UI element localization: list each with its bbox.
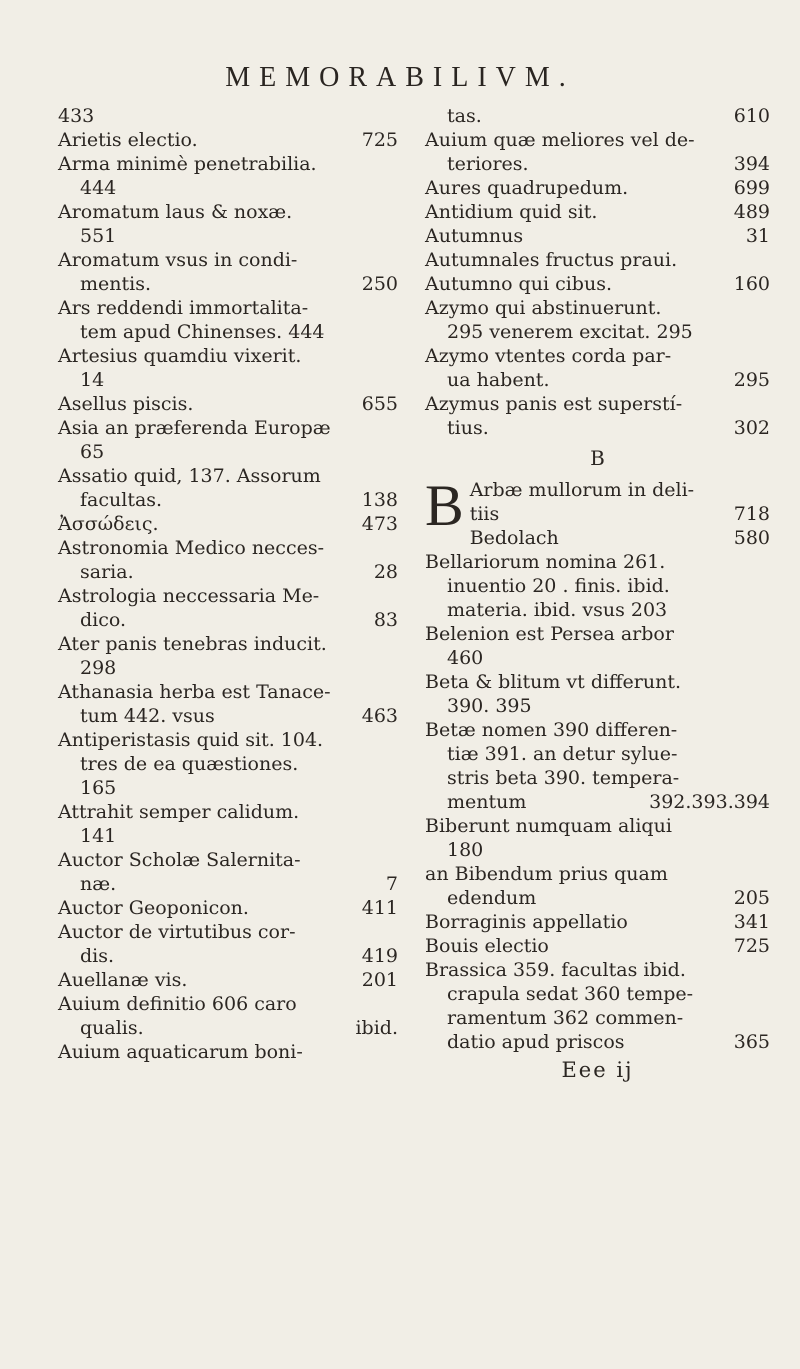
entry-text: 295 venerem excitat. 295 [447, 321, 693, 343]
entry-text: teriores. [447, 153, 529, 175]
entry-text: edendum [447, 887, 537, 909]
index-entry [58, 896, 398, 920]
index-entry [425, 742, 770, 766]
index-entry [58, 872, 398, 896]
index-entry [425, 526, 770, 550]
entry-text: Athanasia herba est Tanace- [58, 681, 331, 703]
entry-text: qualis. [80, 1017, 144, 1039]
index-entry [58, 536, 398, 560]
entry-text: Arma minimè penetrabilia. [58, 153, 317, 175]
page-number: 205 [733, 887, 770, 909]
index-entry [425, 646, 770, 670]
index-entry [425, 128, 770, 152]
section-letter: B [590, 446, 605, 470]
entry-text: 460 [447, 647, 484, 669]
entry-text: 180 [447, 839, 484, 861]
entry-text: Asia an præferenda Europæ [58, 417, 331, 439]
index-entry [58, 128, 398, 152]
index-entry [58, 272, 398, 296]
entry-text: Astronomia Medico necces- [58, 537, 324, 559]
entry-text: Aromatum laus & noxæ. [58, 201, 293, 223]
entry-text: Autumnales fructus praui. [425, 249, 678, 271]
index-entry [58, 656, 398, 680]
index-entry [58, 632, 398, 656]
index-entry [58, 704, 398, 728]
page-number: 341 [733, 911, 770, 933]
entry-text: Assatio quid, 137. Assorum [58, 465, 321, 487]
entry-text: inuentio 20 . finis. ibid. [447, 575, 670, 597]
entry-text: Antidium quid sit. [425, 201, 598, 223]
entry-text: 298 [80, 657, 117, 679]
index-entry [425, 862, 770, 886]
page-number: 473 [361, 513, 398, 535]
entry-text: Auctor Geoponicon. [58, 897, 249, 919]
page-number: 295 [733, 369, 770, 391]
index-column-left [58, 104, 398, 1064]
page-number: 7 [385, 873, 398, 895]
index-entry [58, 488, 398, 512]
index-entry [58, 608, 398, 632]
entry-text: næ. [80, 873, 117, 895]
entry-text: facultas. [80, 489, 163, 511]
index-entry [58, 728, 398, 752]
entry-text: crapula sedat 360 tempe- [447, 983, 694, 1005]
index-entry [425, 718, 770, 742]
entry-text: tres de ea quæstiones. [80, 753, 299, 775]
index-entry [425, 152, 770, 176]
page-number: 580 [733, 527, 770, 549]
entry-text: 433 [58, 105, 95, 127]
index-entry [425, 790, 770, 814]
index-entry [425, 958, 770, 982]
entry-text: saria. [80, 561, 134, 583]
index-entry [58, 320, 398, 344]
index-entry [425, 814, 770, 838]
index-entry [58, 1040, 398, 1064]
entry-text: Belenion est Persea arbor [425, 623, 674, 645]
entry-text: Auium aquaticarum boni- [58, 1041, 303, 1063]
entry-text: Arbæ mullorum in deli- [469, 479, 695, 501]
page-number: 365 [733, 1031, 770, 1053]
index-entry [425, 478, 770, 502]
index-entry [425, 104, 770, 128]
index-entry [425, 886, 770, 910]
entry-text: 141 [80, 825, 117, 847]
entry-text: tiis [469, 503, 500, 525]
page-number: 610 [733, 105, 770, 127]
index-entry [425, 838, 770, 862]
index-entry [58, 584, 398, 608]
entry-text: stris beta 390. tempera- [447, 767, 680, 789]
entry-text: Asellus piscis. [58, 393, 194, 415]
index-entry [425, 550, 770, 574]
page-number: 411 [361, 897, 398, 919]
signature-mark: Eee ij [561, 1058, 634, 1082]
entry-text: Azymo vtentes corda par- [425, 345, 672, 367]
index-entry [425, 694, 770, 718]
index-entry [58, 152, 398, 176]
entry-text: ramentum 362 commen- [447, 1007, 684, 1029]
page-number: 138 [361, 489, 398, 511]
entry-text: Arietis electio. [58, 129, 198, 151]
entry-text: Auctor Scholæ Salernita- [58, 849, 301, 871]
index-entry [58, 464, 398, 488]
index-entry [58, 296, 398, 320]
entry-text: Ἀσσώδεις. [58, 513, 159, 535]
entry-text: tem apud Chinenses. 444 [80, 321, 325, 343]
index-entry [425, 934, 770, 958]
entry-text: Aromatum vsus in condi- [58, 249, 298, 271]
entry-text: 165 [80, 777, 117, 799]
entry-text: 444 [80, 177, 117, 199]
index-entry [425, 320, 770, 344]
page-number: 699 [733, 177, 770, 199]
page-number: 463 [361, 705, 398, 727]
entry-text: ua habent. [447, 369, 550, 391]
page-number: 201 [361, 969, 398, 991]
entry-text: Antiperistasis quid sit. 104. [58, 729, 324, 751]
entry-text: dico. [80, 609, 127, 631]
index-entry [425, 272, 770, 296]
index-entry [58, 824, 398, 848]
index-entry [58, 992, 398, 1016]
entry-text: Attrahit semper calidum. [58, 801, 300, 823]
index-entry [58, 560, 398, 584]
index-entry [58, 776, 398, 800]
entry-text: mentum [447, 791, 527, 813]
entry-text: Auium definitio 606 caro [58, 993, 297, 1015]
page-number: 28 [373, 561, 398, 583]
entry-text: Borraginis appellatio [425, 911, 628, 933]
entries-letter-a-continued [425, 104, 770, 440]
index-entry [58, 920, 398, 944]
index-entry [58, 1016, 398, 1040]
entry-text: Bedolach [469, 527, 559, 549]
index-entry [425, 502, 770, 526]
index-entry [58, 800, 398, 824]
entry-text: Azymus panis est superstí- [425, 393, 683, 415]
index-entry [58, 416, 398, 440]
index-entry [425, 344, 770, 368]
entry-text: Bellariorum nomina 261. [425, 551, 666, 573]
index-entry [58, 392, 398, 416]
page-number: 394 [733, 153, 770, 175]
index-entry [58, 752, 398, 776]
page-number: 489 [733, 201, 770, 223]
index-entry [58, 104, 398, 128]
entry-text: Azymo qui abstinuerunt. [425, 297, 662, 319]
page-number: 419 [361, 945, 398, 967]
index-entry [58, 224, 398, 248]
index-entry [425, 910, 770, 934]
page-number: 160 [733, 273, 770, 295]
entry-text: Auctor de virtutibus cor- [58, 921, 296, 943]
index-entry [58, 176, 398, 200]
entry-text: Bouis electio [425, 935, 549, 957]
page-number: 718 [733, 503, 770, 525]
index-entry [58, 440, 398, 464]
entry-text: Artesius quamdiu vixerit. [58, 345, 302, 367]
page-number: 725 [361, 129, 398, 151]
index-entry [425, 416, 770, 440]
index-entry [425, 392, 770, 416]
entry-text: Ater panis tenebras inducit. [58, 633, 327, 655]
index-entry [425, 368, 770, 392]
index-entry [425, 982, 770, 1006]
entry-text: Brassica 359. facultas ibid. [425, 959, 686, 981]
entry-text: Betæ nomen 390 differen- [425, 719, 678, 741]
index-entry [425, 622, 770, 646]
page-number: 655 [361, 393, 398, 415]
entry-text: tum 442. vsus [80, 705, 215, 727]
page-number: 250 [361, 273, 398, 295]
index-entry [425, 296, 770, 320]
index-entry [58, 848, 398, 872]
index-entry [58, 200, 398, 224]
entry-text: mentis. [80, 273, 151, 295]
index-entry [58, 944, 398, 968]
index-entry [58, 512, 398, 536]
index-entry [58, 248, 398, 272]
index-entry [425, 200, 770, 224]
page-number: 392.393.394 [649, 791, 770, 813]
entry-text: Biberunt numquam aliqui [425, 815, 672, 837]
entry-text: 390. 395 [447, 695, 532, 717]
entry-text: 551 [80, 225, 117, 247]
entry-text: 65 [80, 441, 105, 463]
entry-text: Auium quæ meliores vel de- [425, 129, 695, 151]
entry-text: dis. [80, 945, 115, 967]
entry-text: Astrologia neccessaria Me- [58, 585, 320, 607]
running-header: MEMORABILIVM. [225, 62, 575, 93]
entry-text: Ars reddendi immortalita- [58, 297, 309, 319]
entries-letter-b [425, 473, 770, 1054]
index-entry [58, 368, 398, 392]
index-entry [425, 224, 770, 248]
entry-text: datio apud priscos [447, 1031, 625, 1053]
entry-text: tius. [447, 417, 489, 439]
entry-text: tas. [447, 105, 482, 127]
index-entry [425, 176, 770, 200]
index-entry [58, 344, 398, 368]
entry-text: materia. ibid. vsus 203 [447, 599, 668, 621]
page-number: 31 [745, 225, 770, 247]
index-entry [425, 1030, 770, 1054]
index-entry [425, 766, 770, 790]
entry-text: an Bibendum prius quam [425, 863, 668, 885]
entry-text: Autumno qui cibus. [425, 273, 612, 295]
index-entry [58, 968, 398, 992]
index-entry [425, 248, 770, 272]
page-number: 302 [733, 417, 770, 439]
index-entry [425, 574, 770, 598]
page-number: 83 [373, 609, 398, 631]
drop-cap-initial: B [425, 473, 464, 538]
entry-text: tiæ 391. an detur sylue- [447, 743, 678, 765]
entry-text: Aures quadrupedum. [425, 177, 629, 199]
index-column-right [425, 104, 770, 1082]
index-entry [425, 598, 770, 622]
page-number: ibid. [355, 1017, 398, 1039]
entry-text: 14 [80, 369, 105, 391]
index-entry [425, 670, 770, 694]
page-number: 725 [733, 935, 770, 957]
entry-text: Auellanæ vis. [58, 969, 188, 991]
index-entry [58, 680, 398, 704]
index-entry [425, 1006, 770, 1030]
entry-text: Beta & blitum vt differunt. [425, 671, 682, 693]
section-b [425, 473, 770, 1054]
entry-text: Autumnus [425, 225, 524, 247]
